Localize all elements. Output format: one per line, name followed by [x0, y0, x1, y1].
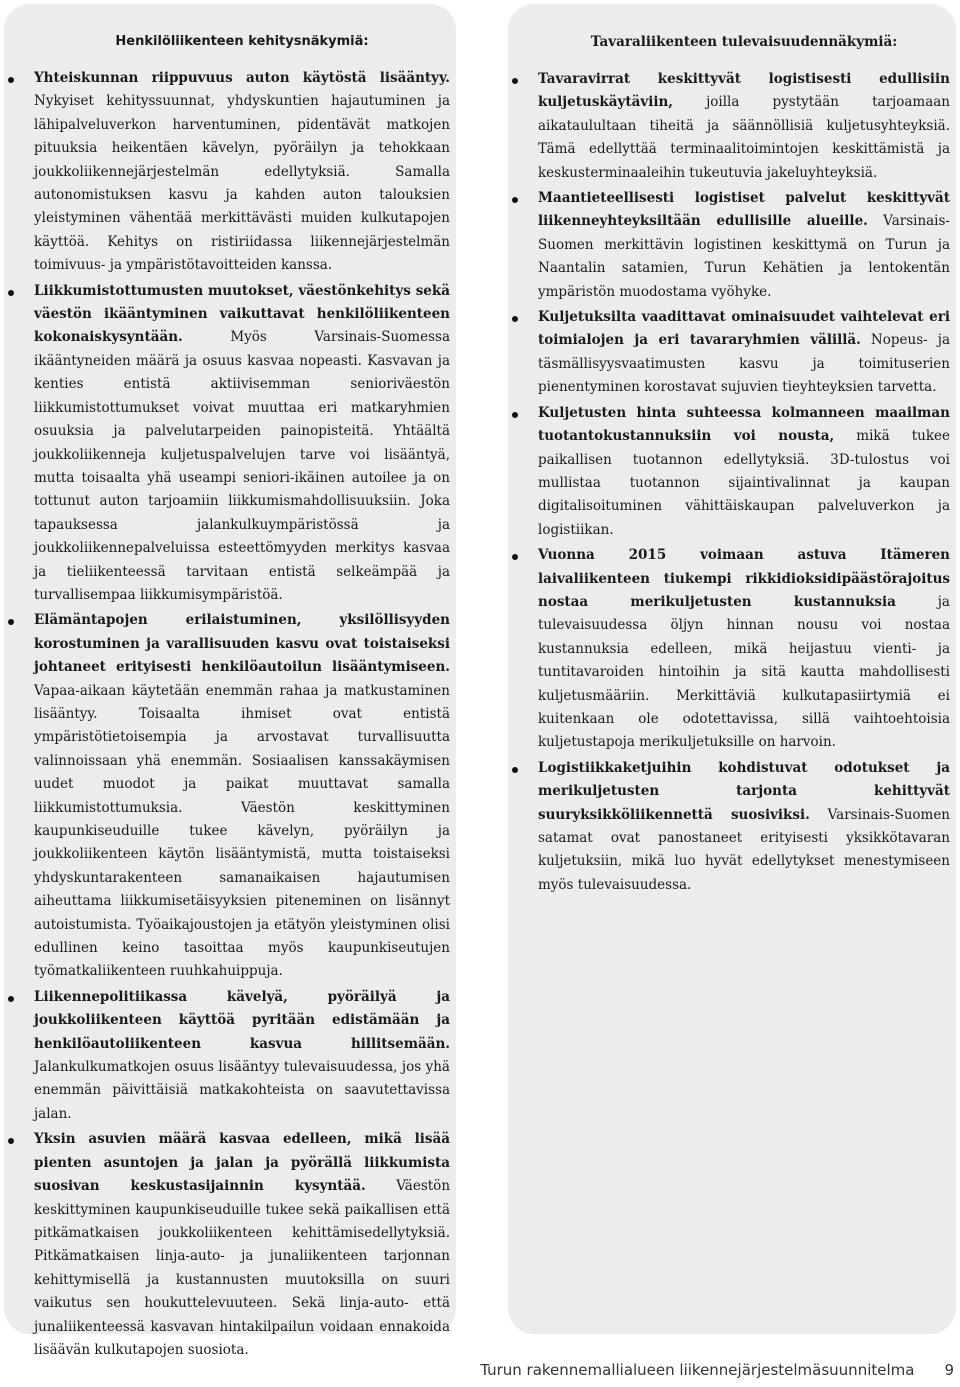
- list-item: [538, 68, 950, 185]
- bullet-text: ja tulevaisuudessa öljyn hinnan nousu voi nostaa kustannuksia edelleen, mikä heijastuu vienti- ja tuntitavaroiden hintoihin ja sitä kautta mahdollisesti kuljetusmääriin. Merkittäviä kulkutapasiirtymiä ei kuitenkaan ole odotettavissa, sillä vaihtoehtoisia kuljetustapoja merikuljetuksille on harvoin.: [538, 593, 950, 751]
- bullet-text: Vapaa-aikaan käytetään enemmän rahaa ja matkustaminen lisääntyy. Toisaalta ihmiset ovat entistä ympäristötietoisempia ja arvostavat turvallisuutta valinnoissaan yhä enemmän. Sosiaalisen kanssakäymisen uudet muodot ja paikat muuttavat samalla liikkumistottumuksia. Väestön keskittyminen kaupunkiseuduille tukee kävelyn, pyöräilyn ja joukkoliikenteen käytön lisääntymistä, mutta toistaiseksi yhdyskuntarakenteen samanaikaisen hajautumisen aiheuttama liikkumisetäisyyksien piteneminen on lisännyt autoistumista. Työaikajoustojen ja etätyön yleistyminen olisi edullinen keino tasoittaa myös kaupunkiseutujen työmatkaliikenteen ruuhkahuippuja.: [34, 682, 450, 980]
- list-item: [538, 187, 950, 304]
- list-item: [538, 306, 950, 400]
- bullet-text: Nykyiset kehityssuunnat, yhdyskuntien hajautuminen ja lähipalveluverkon harventuminen, pidentävät matkojen pituuksia heikentäen kävelyn, pyöräilyn ja tehokkaan joukkoliikennejärjestelmän edellytyksiä. Samalla autonomistuksen kasvu ja kahden auton talouksien yleistyminen vähentää merkittävästi muiden kulkutapojen käyttöä. Kehitys on ristiriidassa liikennejärjestelmän toimivuus- ja ympäristötavoitteiden kanssa.: [34, 93, 450, 274]
- bullet-list: [34, 67, 450, 1362]
- freight-traffic-panel: [508, 4, 956, 1334]
- bullet-text: Väestön keskittyminen kaupunkiseuduille tukee sekä paikallisen että pitkämatkaisen joukkoliikenteen kehittämisedellytyksiä. Pitkämatkaisen linja-auto- ja junaliikenteen tarjonnan kehittymisellä ja kustannusten muutoksilla on suuri vaikutus sen houkuttelevuuteen. Sekä linja-auto- että junaliikenteessä kasvavan hintakilpailun voidaan ennakoida lisäävän kulkutapojen suosiota.: [34, 1178, 451, 1358]
- bullet-text: Jalankulkumatkojen osuus lisääntyy tulevaisuudessa, jos yhä enemmän päivittäisiä matkakohteista on saavutettavissa jalan.: [34, 1059, 450, 1122]
- bullet-text: Myös Varsinais-Suomessa ikääntyneiden määrä ja osuus kasvaa nopeasti. Kasvavan ja kenties entistä aktiivisemman senioriväestön liikkumistottumukset voivat muuttaa eri matkaryhmien osuuksia ja palvelutarpeiden painopisteitä. Yhtäältä joukkoliikenneja kuljetuspalvelujen tarve voi lisääntyä, mutta toisaalta yhä useampi seniori-ikäinen autoilee ja on tottunut auton tarjoamiin liikkumismahdollisuuksiin. Joka tapauksessa jalankulkuympäristössä ja joukkoliikennepalveluissa esteettömyyden merkitys kasvaa ja tieliikenteessä tarvitaan entistä selkeämpää ja turvallisempaa liikkumisympäristöä.: [34, 329, 450, 603]
- document-title: Turun rakennemallialueen liikennejärjestelmäsuunnitelma: [480, 1361, 915, 1379]
- list-item: [538, 544, 950, 755]
- bullet-bold-lead: Liikkumistottumusten muutokset, väestönkehitys sekä väestön ikääntyminen vaikuttavat henkilöliikenteen kokonaiskysyntään.: [34, 282, 450, 346]
- bullet-bold-lead: Yhteiskunnan riippuvuus auton käytöstä lisääntyy.: [34, 70, 450, 86]
- bullet-bold-lead: Kuljetusten hinta suhteessa kolmanneen maailman tuotantokustannuksiin voi nousta,: [538, 404, 950, 445]
- panel-title: Tavaraliikenteen tulevaisuudennäkymiä:: [590, 34, 898, 50]
- list-item: [34, 609, 450, 984]
- list-item: [538, 757, 950, 897]
- list-item: [34, 1128, 450, 1362]
- bullet-text: Varsinais-Suomen satamat ovat panostaneet erityisesti yksikkötavaran kuljetuksiin, mikä luo hyvät edellytykset menestymiseen myös tulevaisuudessa.: [538, 806, 951, 893]
- bullet-bold-lead: Liikennepolitiikassa kävelyä, pyöräilyä ja joukkoliikenteen käyttöä pyritään edistämään ja henkilöautoliikenteen kasvua hillitsemään.: [34, 988, 450, 1052]
- list-item: [34, 280, 450, 608]
- list-item: [34, 67, 450, 278]
- list-item: [34, 986, 450, 1126]
- bullet-text: mikä tukee paikallisen tuotannon edellytyksiä. 3D-tulostus voi mullistaa tuotannon sijaintivalinnat ja kaupan digitalisoituminen vähittäiskaupan palveluverkon ja logistiikan.: [538, 428, 950, 538]
- bullet-bold-lead: Vuonna 2015 voimaan astuva Itämeren laivaliikenteen tiukempi rikkidioksidipäästörajoitus nostaa merikuljetusten kustannuksia: [538, 547, 950, 610]
- bullet-text: Nopeus- ja täsmällisyysvaatimusten kasvu ja toimituserien pienentyminen korostavat sujuvien tieyhteyksien tarvetta.: [538, 332, 950, 396]
- personal-traffic-panel: [4, 4, 456, 1358]
- panel-title: Henkilöliikenteen kehitysnäkymiä:: [115, 34, 369, 49]
- bullet-bold-lead: Yksin asuvien määrä kasvaa edelleen, mikä lisää pienten asuntojen ja jalan ja pyörällä liikkumista suosivan keskustasijainnin kysyntää.: [34, 1131, 450, 1195]
- page-number: 9: [944, 1361, 954, 1379]
- bullet-text: joilla pystytään tarjoamaan aikataulultaan tiheitä ja säännöllisiä kuljetusyhteyksiä. Tämä edellyttää terminaalitoimintojen keskittämistä ja keskusterminaaleihin tukeutuvia jakeluyhteyksiä.: [538, 94, 950, 181]
- bullet-bold-lead: Elämäntapojen erilaistuminen, yksilöllisyyden korostuminen ja varallisuuden kasvu ovat toistaiseksi johtaneet erityisesti henkilöautoilun lisääntymiseen.: [34, 612, 450, 676]
- list-item: [538, 402, 950, 542]
- bullet-bold-lead: Logistiikkaketjuihin kohdistuvat odotukset ja merikuljetusten tarjonta kehittyvät suuryksikköliikennettä suosiviksi.: [538, 759, 950, 823]
- bullet-bold-lead: Maantieteellisesti logistiset palvelut keskittyvät liikenneyhteyksiltään edullisille alueille.: [538, 190, 950, 230]
- page-footer: [480, 1361, 954, 1379]
- bullet-bold-lead: Tavaravirrat keskittyvät logistisesti edullisiin kuljetuskäytäviin,: [538, 71, 950, 111]
- bullet-bold-lead: Kuljetuksilta vaadittavat ominaisuudet vaihtelevat eri toimialojen ja eri tavararyhmien välillä.: [538, 309, 950, 349]
- bullet-list: [538, 68, 950, 897]
- bullet-text: Varsinais-Suomen merkittävin logistinen keskittymä on Turun ja Naantalin satamien, Turun Kehätien ja lentokentän ympäristön muodostama vyöhyke.: [538, 213, 950, 300]
